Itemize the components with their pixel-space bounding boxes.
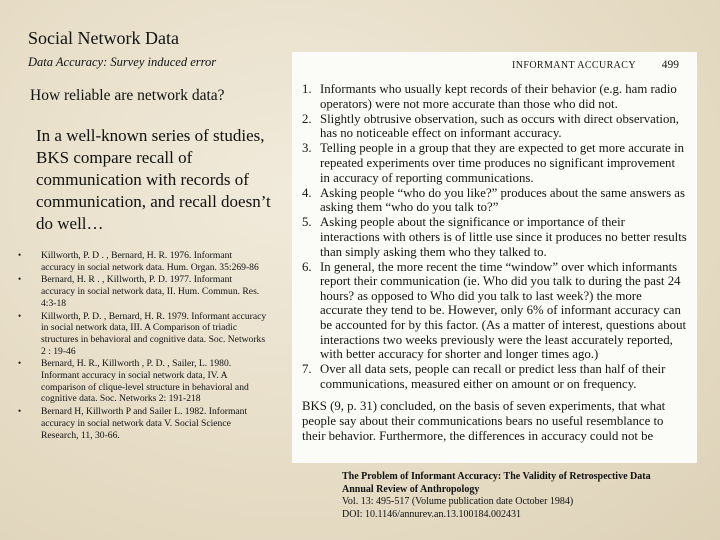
lead-paragraph: In a well-known series of studies, BKS compare recall of communication with records of communication, and recall doesn’t do well… [36,126,271,233]
reference-item [18,406,268,441]
bullet-icon: • [18,310,22,321]
finding-item [302,186,687,215]
finding-number: 3. [302,141,312,156]
finding-text: Asking people about the significance or importance of their interactions with others is of little use since it produces no better results than simply asking them who they talked to. [320,215,687,259]
reference-text: Bernard, H. R., Killworth , P. D. , Sailer, L. 1980. Informant accuracy in social network data, IV. A comparison of clique-level structure in behavioral and cognitive data. Soc. Networks 2: 191-218 [41,358,249,405]
reference-text: Killworth, P. D. , Bernard, H. R. 1979. Informant accuracy in social network data, III. A Comparison of triadic structures in behavioral and cognitive data. Soc. Networks 2 : 19-46 [41,310,267,357]
reference-list [18,250,268,442]
conclusion-paragraph: BKS (9, p. 31) concluded, on the basis of seven experiments, that what people say about their communications bears no useful resemblance to their behavior. Furthermore, the differences in accuracy could not be [302,399,666,443]
finding-item [302,112,687,141]
finding-text: Over all data sets, people can recall or predict less than half of their communications, measured either on amount or on frequency. [320,362,666,391]
reference-text: Killworth, P. D . , Bernard, H. R. 1976. Informant accuracy in social network data. Hum. Organ. 35:269-86 [41,250,259,273]
finding-item [302,362,687,391]
finding-number: 2. [302,111,312,126]
finding-number: 6. [302,259,312,274]
slide-subtitle: Data Accuracy: Survey induced error [28,55,217,69]
reference-item [18,311,268,358]
finding-number: 1. [302,82,312,96]
finding-item [302,215,687,259]
reference-item [18,274,268,309]
page-number: 499 [661,59,679,71]
finding-text: Informants who usually kept records of their behavior (e.g. ham radio operators) were not more accurate than those who did not. [320,82,677,111]
bullet-icon: • [18,250,22,260]
finding-text: Telling people in a group that they are expected to get more accurate in repeated experiments over time produces no significant improvement in accuracy of reporting communications. [320,141,685,185]
reference-text: Bernard, H. R . , Killworth, P. D. 1977. Informant accuracy in social network data, II. Hum. Commun. Res. 4:3-18 [41,274,260,309]
scanned-page-excerpt [292,52,697,463]
finding-text: Slightly obtrusive observation, such as occurs with direct observation, has no noticeable effect on informant accuracy. [320,111,679,141]
finding-number: 5. [302,215,312,230]
finding-item [302,141,687,185]
bullet-icon: • [18,358,22,369]
reference-text: Bernard H, Killworth P and Sailer L. 1982. Informant accuracy in social network data V. Social Science Research, 11, 30-66. [41,406,248,441]
finding-item [302,82,687,111]
question-heading: How reliable are network data? [30,87,225,104]
finding-number: 7. [302,362,312,377]
citation-caption [342,471,651,521]
running-head: INFORMANT ACCURACY [512,60,636,71]
bullet-icon: • [18,274,22,285]
finding-text: Asking people “who do you like?” produces about the same answers as asking them “who do you talk to?” [320,185,685,215]
scan-header [302,56,687,82]
doi-text: DOI: 10.1146/annurev.an.13.100184.002431 [342,508,521,520]
reference-item [18,250,268,273]
finding-text: In general, the more recent the time “window” over which informants report their communication (ie. Who did you talk to during the past 24 hours? as opposed to Who did you talk to last week?) the more accurate they tend to be. However, only 6% of informant accuracy can be accounted for by this factor. (As a matter of interest, questions about interactions two weeks previously were the least accurately reported, with better accuracy for shorter and longer times ago.) [320,259,687,362]
volume-info: Vol. 13: 495-517 (Volume publication date October 1984) [342,496,574,508]
slide-title: Social Network Data [28,28,179,48]
finding-item [302,260,687,362]
finding-number: 4. [302,185,312,200]
reference-item [18,358,268,405]
bullet-icon: • [18,406,22,417]
journal-name: Annual Review of Anthropology [342,483,480,495]
article-title: The Problem of Informant Accuracy: The Validity of Retrospective Data [342,471,651,482]
